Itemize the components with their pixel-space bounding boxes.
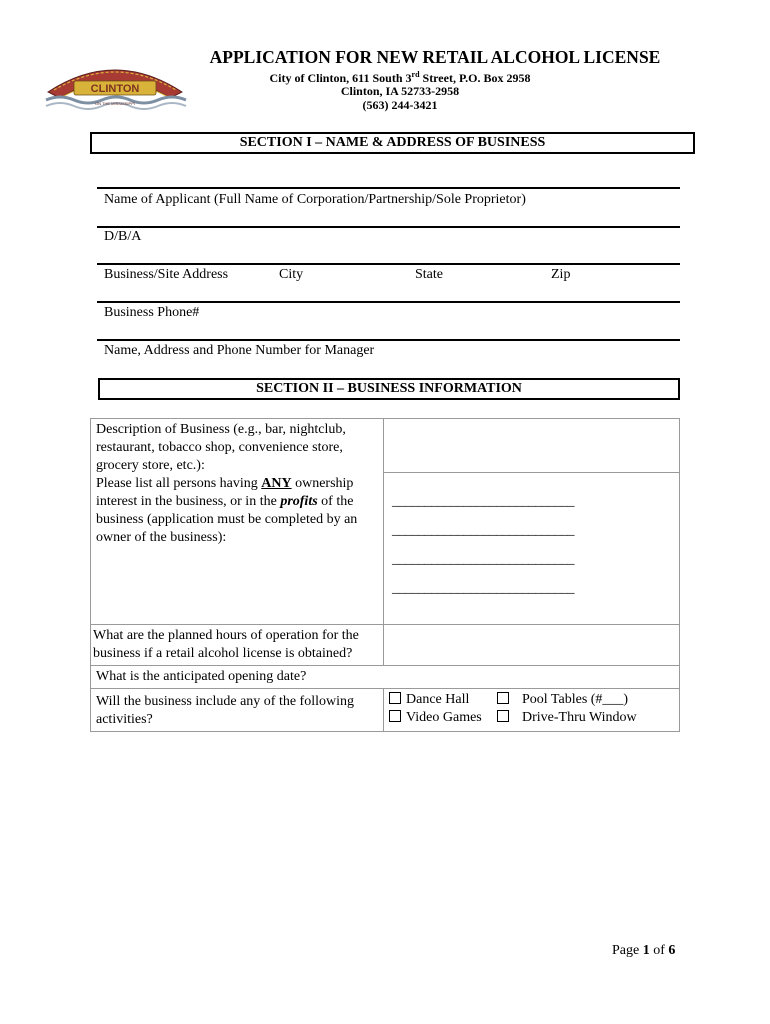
city-address: City of Clinton, 611 South 3rd Street, P.O. Box 2958 xyxy=(269,70,531,85)
phone-field-line[interactable] xyxy=(97,301,680,303)
form-title: APPLICATION FOR NEW RETAIL ALCOHOL LICENSE xyxy=(209,47,661,67)
owners-question: Please list all persons having ANY ownership interest in the business, or in the profits of the business (application must be completed by an owner of the business): xyxy=(96,476,358,545)
city-label: City xyxy=(279,267,304,282)
section-2-heading: SECTION II – BUSINESS INFORMATION xyxy=(98,378,680,400)
page-number: Page 1 of 6 xyxy=(612,943,676,958)
clinton-logo xyxy=(40,50,190,110)
svg-text:ON THE MISSISSIPPI: ON THE MISSISSIPPI xyxy=(95,101,135,106)
svg-text:CLINTON: CLINTON xyxy=(90,83,140,95)
drive-thru-checkbox[interactable] xyxy=(497,710,509,722)
pool-tables-checkbox[interactable] xyxy=(497,692,509,704)
business-info-table xyxy=(90,418,680,732)
site-address-label: Business/Site Address xyxy=(104,267,229,282)
svg-text:WELCOME TO IOWA: WELCOME TO IOWA xyxy=(90,60,140,66)
owner-line-2[interactable]: ____________________________ xyxy=(392,523,574,538)
activities-question: Will the business include any of the following activities? xyxy=(91,689,384,732)
video-games-label: Video Games xyxy=(406,710,482,725)
applicant-label: Name of Applicant (Full Name of Corporation/Partnership/Sole Proprietor) xyxy=(104,192,526,207)
owner-line-4[interactable]: ____________________________ xyxy=(392,581,574,596)
owners-answer-cell[interactable] xyxy=(384,473,680,625)
state-label: State xyxy=(415,267,443,282)
business-phone-label: Business Phone# xyxy=(104,305,200,320)
dba-field-line[interactable] xyxy=(97,226,680,228)
pool-tables-label: Pool Tables (#___) xyxy=(522,692,629,707)
city-zip: Clinton, IA 52733-2958 xyxy=(340,84,460,98)
activities-cell xyxy=(384,689,680,732)
manager-field-line[interactable] xyxy=(97,339,680,341)
address-field-line[interactable] xyxy=(97,263,680,265)
drive-thru-label: Drive-Thru Window xyxy=(522,710,637,725)
hours-question: What are the planned hours of operation for the business if a retail alcohol license is obtained? xyxy=(91,625,384,666)
dba-label: D/B/A xyxy=(104,229,142,244)
description-answer-cell[interactable] xyxy=(384,419,680,473)
zip-label: Zip xyxy=(551,267,571,282)
hours-answer-cell[interactable] xyxy=(384,625,680,666)
city-phone: (563) 244-3421 xyxy=(362,98,438,112)
dance-hall-label: Dance Hall xyxy=(406,692,470,707)
owner-line-3[interactable]: ____________________________ xyxy=(392,552,574,567)
video-games-checkbox[interactable] xyxy=(389,710,401,722)
description-question: Description of Business (e.g., bar, nightclub, restaurant, tobacco shop, convenience store, grocery store, etc.): Please list all persons having ANY ownership interest in the business, or in the profits of the business (application must be completed by an owner of the business): xyxy=(91,419,384,625)
opening-date-question[interactable]: What is the anticipated opening date? xyxy=(91,666,680,689)
manager-label: Name, Address and Phone Number for Manager xyxy=(104,343,375,358)
section-1-heading: SECTION I – NAME & ADDRESS OF BUSINESS xyxy=(90,132,695,154)
owner-line-1[interactable]: ____________________________ xyxy=(392,494,574,509)
dance-hall-checkbox[interactable] xyxy=(389,692,401,704)
applicant-field-line[interactable] xyxy=(97,187,680,189)
